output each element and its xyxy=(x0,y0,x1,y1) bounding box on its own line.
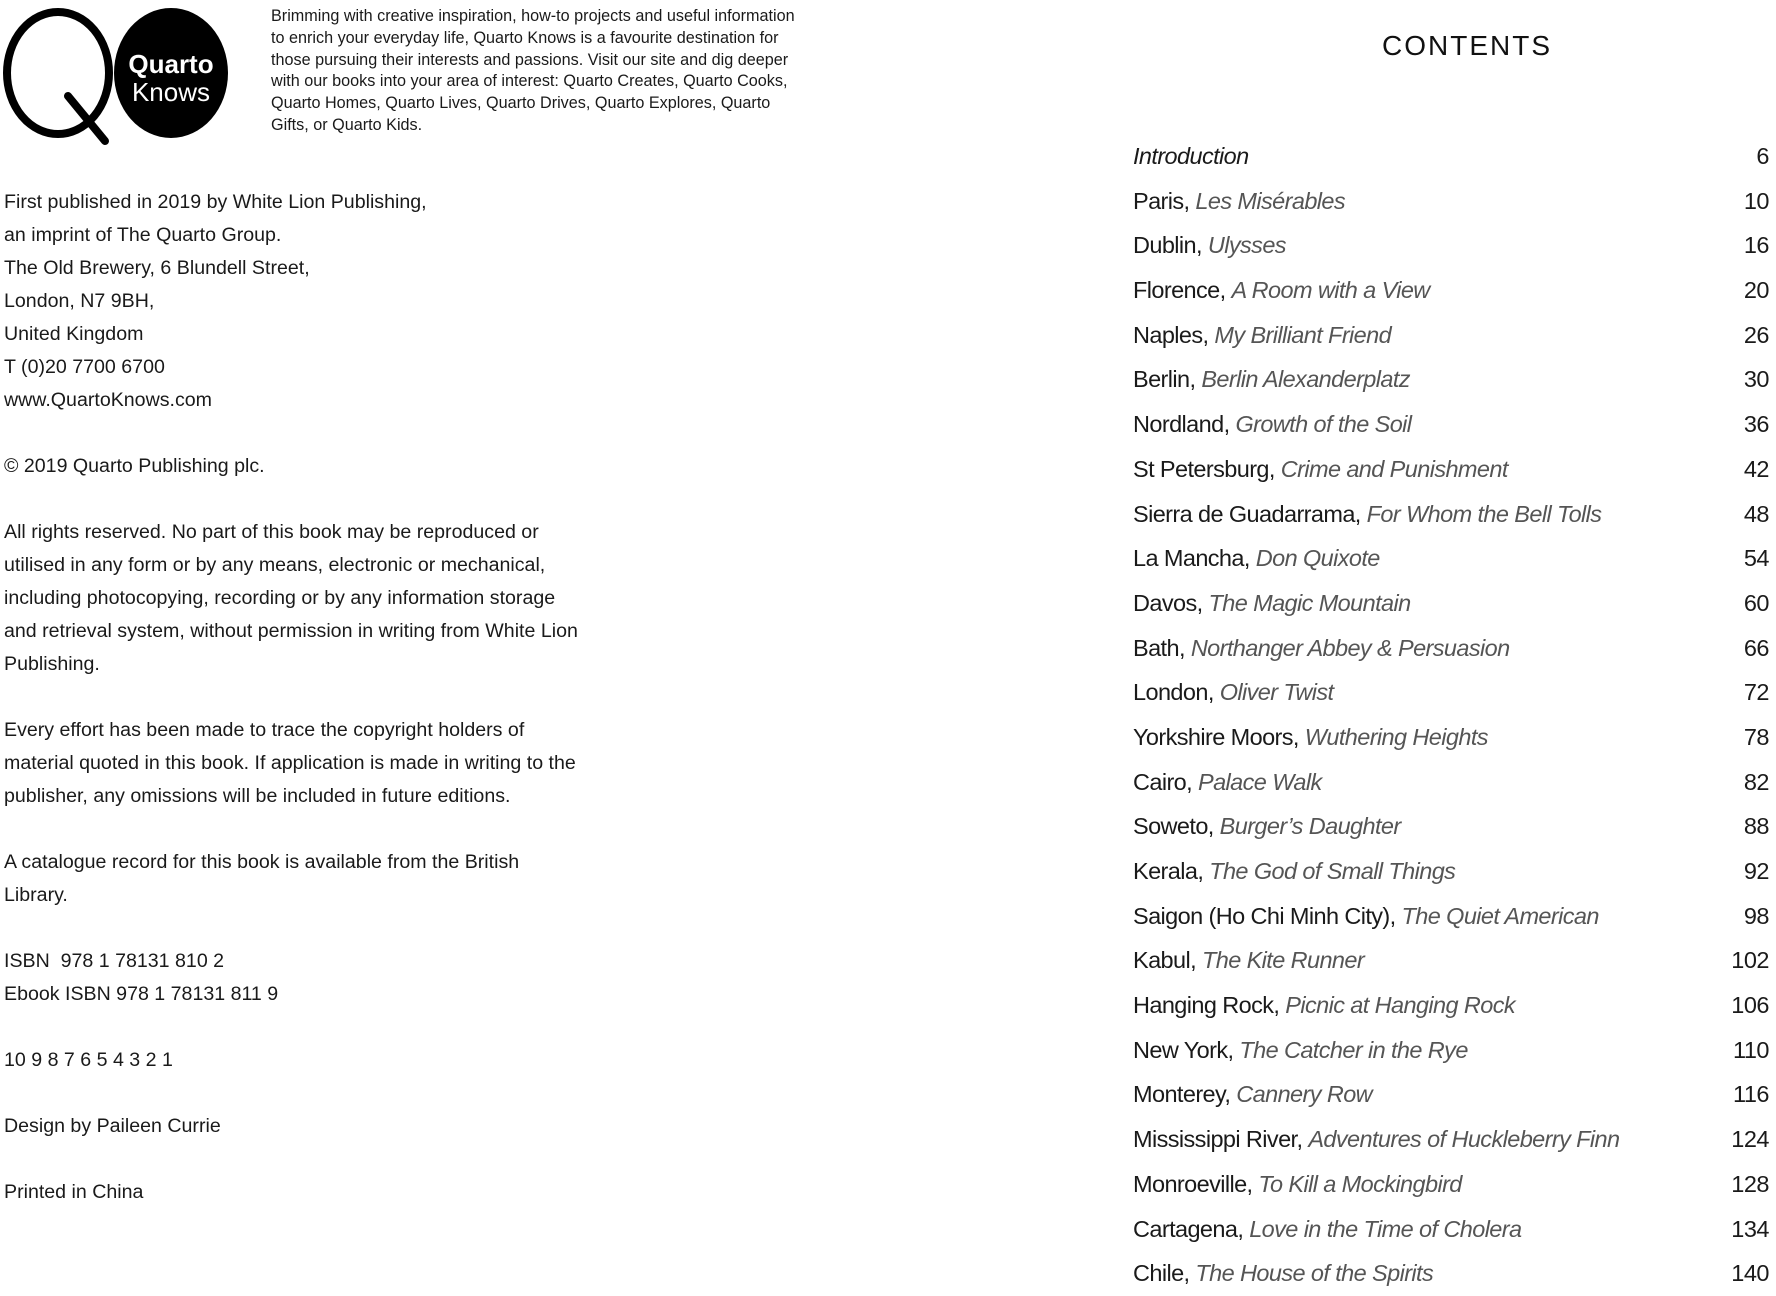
contents-entry-place: Bath, xyxy=(1133,634,1191,661)
contents-entry-place: Kabul, xyxy=(1133,947,1202,974)
contents-entry-label xyxy=(1133,938,1364,983)
isbn-block xyxy=(4,945,584,1011)
contents-entry-title: Ulysses xyxy=(1207,232,1286,259)
contents-entry-title: The Kite Runner xyxy=(1201,947,1365,974)
contents-entry-label xyxy=(1133,1072,1372,1117)
contents-entry-place: Naples, xyxy=(1133,321,1215,348)
contents-entry-page-number: 102 xyxy=(1731,947,1769,974)
contents-entry-title: Palace Walk xyxy=(1198,768,1322,795)
contents-entry xyxy=(1133,670,1769,715)
contents-entry-title: Les Misérables xyxy=(1195,187,1346,214)
contents-entry-place: Chile, xyxy=(1133,1260,1196,1287)
contents-entry xyxy=(1133,134,1769,179)
contents-entry-page-number: 30 xyxy=(1743,366,1769,393)
contents-entry-label xyxy=(1133,1162,1462,1207)
contents-entry-page-number: 20 xyxy=(1743,277,1769,304)
contents-entry-page-number: 98 xyxy=(1743,902,1769,929)
logo-text-quarto: Quarto xyxy=(128,49,214,79)
contents-entry-title: Burger’s Daughter xyxy=(1219,813,1401,840)
contents-list xyxy=(1133,134,1769,1296)
quarto-knows-blurb: Brimming with creative inspiration, how-to projects and useful information to enrich your everyday life, Quarto Knows is a favourite destination for those pursuing their interests and passions. Visit our site and dig deeper with our books into your area of interest: Quarto Creates, Quarto Cooks, Quarto Homes, Quarto Lives, Quarto Drives, Quarto Explores, Quarto Gifts, or Quarto Kids. xyxy=(271,7,795,134)
contents-entry-place: Dublin, xyxy=(1133,232,1208,259)
contents-entry xyxy=(1133,849,1769,894)
design-credit: Design by Paileen Currie xyxy=(4,1115,221,1137)
contents-entry-title: The Quiet American xyxy=(1401,902,1599,929)
contents-entry-page-number: 128 xyxy=(1731,1170,1769,1197)
contents-entry-page-number: 16 xyxy=(1743,232,1769,259)
contents-entry-place: New York, xyxy=(1133,1036,1240,1063)
contents-entry-title: Adventures of Huckleberry Finn xyxy=(1308,1126,1620,1153)
contents-entry-label xyxy=(1133,536,1380,581)
contents-entry-label xyxy=(1133,447,1508,492)
isbn: ISBN 978 1 78131 810 2 xyxy=(4,950,225,972)
contents-entry-place: Mississippi River, xyxy=(1133,1126,1309,1153)
contents-entry-title: Don Quixote xyxy=(1255,545,1380,572)
address-line: First published in 2019 by White Lion Publishing, xyxy=(4,191,427,213)
contents-entry xyxy=(1133,268,1769,313)
contents-entry-label xyxy=(1133,134,1249,179)
contents-entry-label xyxy=(1133,1028,1468,1073)
contents-entry xyxy=(1133,313,1769,358)
contents-entry xyxy=(1133,1117,1769,1162)
contents-entry-title: The Magic Mountain xyxy=(1208,589,1411,616)
rights-paragraph: All rights reserved. No part of this book may be reproduced or utilised in any form or by any means, electronic or mechanical, including photocopying, recording or by any information storage and retrieval system, without permission in writing from White Lion Publishing. xyxy=(4,521,578,675)
contents-entry-label xyxy=(1133,760,1322,805)
contents-entry-title: Oliver Twist xyxy=(1219,679,1334,706)
contents-entry-page-number: 88 xyxy=(1743,813,1769,840)
contents-entry-label xyxy=(1133,804,1401,849)
contents-entry-place: Yorkshire Moors, xyxy=(1133,723,1305,750)
contents-entry-page-number: 134 xyxy=(1731,1215,1769,1242)
contents-entry-page-number: 92 xyxy=(1743,858,1769,884)
contents-entry xyxy=(1133,581,1769,626)
catalogue-record: A catalogue record for this book is available from the British Library. xyxy=(4,851,520,906)
contents-entry-label xyxy=(1133,983,1515,1028)
address-line: The Old Brewery, 6 Blundell Street, xyxy=(4,257,310,279)
ebook-isbn: Ebook ISBN 978 1 78131 811 9 xyxy=(4,983,279,1005)
contents-entry-place: Nordland, xyxy=(1133,411,1236,438)
contents-entry-place: London, xyxy=(1133,679,1220,706)
contents-entry-place: Cartagena, xyxy=(1133,1215,1250,1242)
contents-entry xyxy=(1133,715,1769,760)
printed-in: Printed in China xyxy=(4,1181,144,1203)
contents-entry xyxy=(1133,938,1769,983)
contents-entry xyxy=(1133,536,1769,581)
contents-entry-page-number: 106 xyxy=(1731,992,1769,1019)
contents-entry-place: Monroeville, xyxy=(1133,1170,1259,1197)
address-line: an imprint of The Quarto Group. xyxy=(4,224,282,246)
contents-entry-page-number: 82 xyxy=(1743,768,1769,795)
contents-entry-page-number: 54 xyxy=(1743,545,1769,572)
contents-entry-title: Crime and Punishment xyxy=(1280,455,1508,482)
contents-entry-page-number: 60 xyxy=(1743,589,1769,616)
contents-entry xyxy=(1133,447,1769,492)
contents-entry-place: Saigon (Ho Chi Minh City), xyxy=(1133,902,1402,929)
contents-entry-page-number: 6 xyxy=(1756,143,1769,169)
imprint-text xyxy=(4,186,584,1242)
contents-entry-label xyxy=(1133,849,1455,894)
contents-entry-title: Cannery Row xyxy=(1236,1081,1373,1108)
contents-entry-label xyxy=(1133,670,1333,715)
contents-entry-title: For Whom the Bell Tolls xyxy=(1366,500,1602,527)
contents-entry-title: Growth of the Soil xyxy=(1235,411,1412,438)
publisher-address xyxy=(4,186,584,417)
contents-entry-title: Love in the Time of Cholera xyxy=(1249,1215,1522,1242)
contents-entry-label xyxy=(1133,492,1601,537)
contents-entry-title: To Kill a Mockingbird xyxy=(1258,1170,1462,1197)
address-line: London, N7 9BH, xyxy=(4,290,155,312)
contents-entry-place: Cairo, xyxy=(1133,768,1199,795)
contents-entry xyxy=(1133,223,1769,268)
contents-entry xyxy=(1133,402,1769,447)
contents-entry-page-number: 26 xyxy=(1743,321,1769,348)
contents-entry xyxy=(1133,894,1769,939)
contents-entry-label xyxy=(1133,357,1410,402)
contents-entry-place: Paris, xyxy=(1133,187,1196,214)
contents-entry xyxy=(1133,1251,1769,1296)
publisher-phone: T (0)20 7700 6700 xyxy=(4,356,165,378)
contents-entry-label xyxy=(1133,223,1286,268)
contents-entry xyxy=(1133,1162,1769,1207)
contents-entry-page-number: 66 xyxy=(1743,634,1769,661)
contents-entry-title: The Catcher in the Rye xyxy=(1239,1036,1468,1063)
contents-entry-label xyxy=(1133,268,1430,313)
contents-entry xyxy=(1133,179,1769,224)
contents-entry-place: La Mancha, xyxy=(1133,545,1256,572)
copyright-line: © 2019 Quarto Publishing plc. xyxy=(4,455,265,477)
contents-entry-label xyxy=(1133,402,1411,447)
quarto-knows-logo xyxy=(0,4,232,146)
logo-text-knows: Knows xyxy=(131,77,211,107)
contents-entry-page-number: 140 xyxy=(1731,1260,1769,1287)
contents-entry-title: Wuthering Heights xyxy=(1304,723,1488,750)
contents-entry-page-number: 124 xyxy=(1731,1126,1769,1153)
contents-entry xyxy=(1133,357,1769,402)
contents-entry-label xyxy=(1133,894,1599,939)
printing-line: 10 9 8 7 6 5 4 3 2 1 xyxy=(4,1049,173,1071)
contents-entry xyxy=(1133,1207,1769,1252)
contents-entry-page-number: 48 xyxy=(1743,500,1769,527)
publisher-website: www.QuartoKnows.com xyxy=(4,389,212,411)
contents-entry-place: Monterey, xyxy=(1133,1081,1237,1108)
contents-entry-label xyxy=(1133,1117,1619,1162)
contents-heading: CONTENTS xyxy=(1382,30,1552,61)
contents-entry-label xyxy=(1133,179,1345,224)
contents-entry xyxy=(1133,760,1769,805)
contents-entry-page-number: 110 xyxy=(1733,1036,1769,1063)
contents-entry xyxy=(1133,804,1769,849)
contents-entry-title: Berlin Alexanderplatz xyxy=(1201,366,1410,393)
contents-entry-place: Soweto, xyxy=(1133,813,1220,840)
contents-entry-title: Picnic at Hanging Rock xyxy=(1285,992,1516,1019)
contents-entry-title: The God of Small Things xyxy=(1209,858,1456,884)
contents-entry-title: Northanger Abbey & Persuasion xyxy=(1190,634,1510,661)
contents-entry-label xyxy=(1133,313,1391,358)
contents-entry-title: The House of the Spirits xyxy=(1195,1260,1434,1287)
contents-entry-page-number: 78 xyxy=(1743,723,1769,750)
contents-entry-page-number: 72 xyxy=(1743,679,1769,706)
contents-entry-place: Kerala, xyxy=(1133,858,1210,884)
contents-entry-title: A Room with a View xyxy=(1231,277,1430,304)
contents-entry-place: St Petersburg, xyxy=(1133,455,1281,482)
contents-entry-label xyxy=(1133,626,1510,671)
contents-entry xyxy=(1133,1072,1769,1117)
contents-entry-place: Davos, xyxy=(1133,589,1209,616)
contents-entry xyxy=(1133,983,1769,1028)
contents-entry-place: Hanging Rock, xyxy=(1133,992,1286,1019)
contents-entry xyxy=(1133,1028,1769,1073)
contents-entry xyxy=(1133,492,1769,537)
contents-entry-page-number: 36 xyxy=(1743,411,1769,438)
contents-entry-label xyxy=(1133,581,1411,626)
contents-entry-page-number: 10 xyxy=(1743,187,1769,214)
contents-entry-page-number: 42 xyxy=(1743,455,1769,482)
contents-entry-title: My Brilliant Friend xyxy=(1214,321,1392,348)
contents-entry-place: Sierra de Guadarrama, xyxy=(1133,500,1367,527)
contents-entry-label xyxy=(1133,1251,1433,1296)
address-line: United Kingdom xyxy=(4,323,144,345)
contents-entry xyxy=(1133,626,1769,671)
logo-q-ring xyxy=(7,12,109,134)
contents-entry-title: Introduction xyxy=(1133,143,1249,169)
contents-entry-page-number: 116 xyxy=(1733,1081,1769,1108)
contents-entry-label xyxy=(1133,715,1488,760)
contents-entry-place: Berlin, xyxy=(1133,366,1202,393)
contents-entry-label xyxy=(1133,1207,1521,1252)
copyright-holders-paragraph: Every effort has been made to trace the copyright holders of material quoted in this book. If application is made in writing to the publisher, any omissions will be included in future editions. xyxy=(4,719,576,807)
contents-entry-place: Florence, xyxy=(1133,277,1232,304)
